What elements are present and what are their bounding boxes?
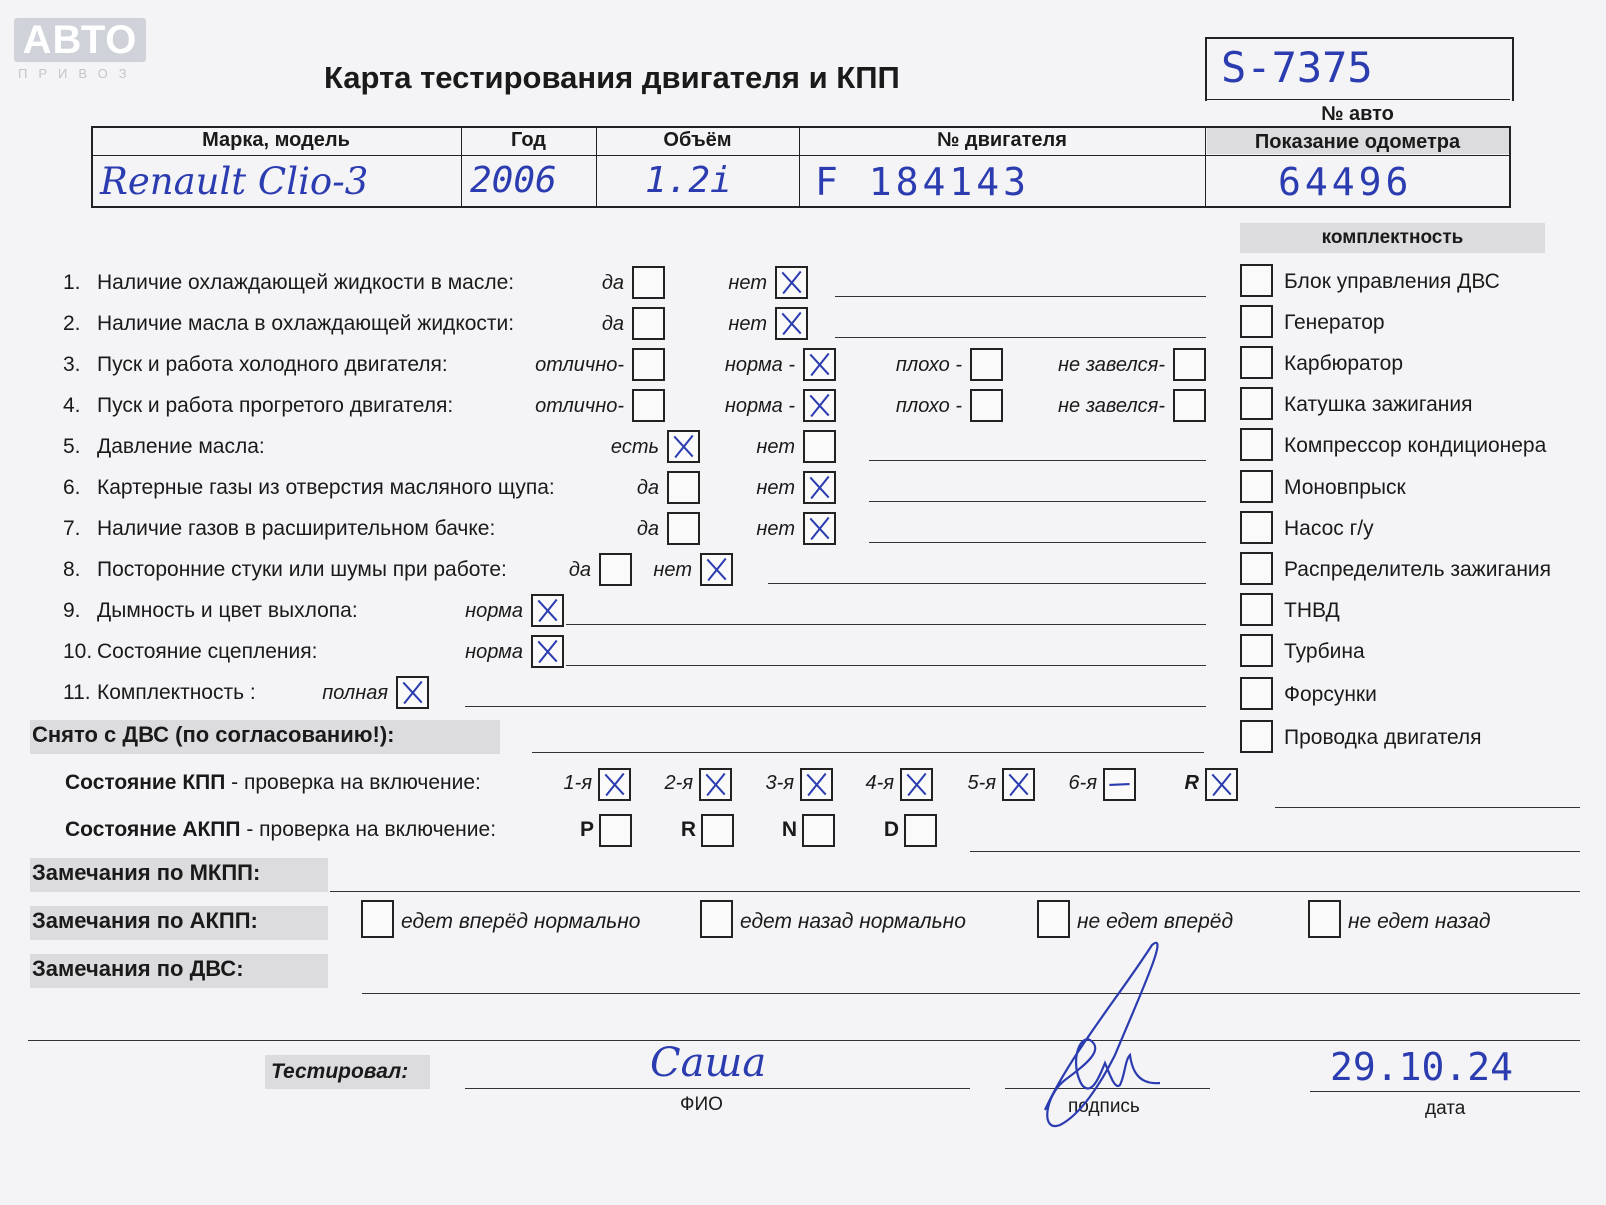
remarks-akpp-label: Замечания по АКПП: — [32, 908, 258, 933]
item-number: 11. — [63, 681, 91, 704]
akpp-remark-checkbox[interactable] — [1308, 900, 1341, 938]
komplekt-checkbox[interactable] — [1240, 720, 1273, 753]
item-number: 6. — [63, 476, 81, 499]
akpp-remark-label: едет назад нормально — [740, 910, 966, 933]
check-x-mark — [805, 350, 834, 379]
option-label: не завелся- — [1058, 395, 1165, 417]
komplekt-checkbox[interactable] — [1240, 593, 1273, 626]
komplekt-item-label: Моновпрыск — [1284, 476, 1406, 499]
item-checkbox[interactable] — [803, 430, 836, 463]
item-checkbox[interactable] — [531, 594, 564, 627]
gear-label: 5-я — [967, 772, 996, 794]
komplekt-item-label: Катушка зажигания — [1284, 393, 1473, 416]
akpp-mode-checkbox[interactable] — [802, 814, 835, 847]
gear-checkbox[interactable] — [699, 768, 732, 801]
fio-caption: ФИО — [680, 1094, 723, 1115]
avto-privoz-logo: АВТО — [14, 18, 146, 62]
komplekt-checkbox[interactable] — [1240, 552, 1273, 585]
item-label: Посторонние стуки или шумы при работе: — [97, 558, 507, 581]
item-checkbox[interactable] — [775, 307, 808, 340]
komplekt-checkbox[interactable] — [1240, 634, 1273, 667]
option-label: нет — [653, 559, 692, 581]
item-checkbox[interactable] — [803, 348, 836, 381]
value-brand-model: Renault Clio-3 — [100, 160, 369, 203]
option-label: есть — [610, 436, 659, 458]
item-number: 4. — [63, 394, 81, 417]
gear-checkbox[interactable] — [800, 768, 833, 801]
item-label: Комплектность : — [97, 681, 256, 704]
check-x-mark — [805, 514, 834, 543]
komplekt-item-label: Карбюратор — [1284, 352, 1404, 375]
gear-checkbox[interactable] — [1205, 768, 1238, 801]
komplekt-item-label: Форсунки — [1284, 683, 1377, 706]
item-number: 7. — [63, 517, 81, 540]
option-label: отлично- — [535, 354, 624, 376]
col-odometer: Показание одометра — [1254, 131, 1461, 153]
signature-scribble — [1030, 935, 1180, 1135]
komplekt-item-label: Распределитель зажигания — [1284, 558, 1552, 581]
komplekt-item-label: Проводка двигателя — [1284, 726, 1482, 749]
gear-label: 3-я — [765, 772, 794, 794]
remarks-mkpp-label: Замечания по МКПП: — [32, 860, 261, 885]
option-label: да — [601, 272, 624, 294]
option-label: нет — [728, 272, 767, 294]
check-x-mark — [1207, 770, 1236, 799]
check-x-mark — [702, 555, 731, 584]
option-label: плохо - — [895, 354, 962, 376]
check-x-mark — [802, 770, 831, 799]
car-number-label: № авто — [1321, 103, 1394, 125]
komplekt-checkbox[interactable] — [1240, 428, 1273, 461]
komplekt-item-label: Блок управления ДВС — [1284, 270, 1500, 293]
option-label: норма — [465, 600, 523, 622]
signature-caption: подпись — [1068, 1096, 1140, 1117]
option-label: нет — [728, 313, 767, 335]
check-x-mark — [600, 770, 629, 799]
tested-by-label: Тестировал: — [271, 1060, 409, 1083]
item-checkbox[interactable] — [970, 348, 1003, 381]
akpp-mode-checkbox[interactable] — [904, 814, 937, 847]
check-x-mark — [1004, 770, 1033, 799]
item-checkbox[interactable] — [667, 471, 700, 504]
akpp-mode-label: R — [680, 818, 696, 841]
document-title: Карта тестирования двигателя и КПП — [324, 60, 900, 95]
dash-mark — [1105, 770, 1134, 799]
check-x-mark — [669, 432, 698, 461]
komplekt-item-label: Генератор — [1284, 311, 1385, 334]
item-number: 10. — [63, 640, 93, 663]
option-label: да — [636, 518, 659, 540]
col-engine-number: № двигателя — [937, 129, 1067, 151]
akpp-remark-checkbox[interactable] — [700, 900, 733, 938]
option-label: да — [568, 559, 591, 581]
akpp-mode-checkbox[interactable] — [599, 814, 632, 847]
item-checkbox[interactable] — [396, 676, 429, 709]
komplekt-checkbox[interactable] — [1240, 677, 1273, 710]
option-label: нет — [756, 477, 795, 499]
komplekt-checkbox[interactable] — [1240, 470, 1273, 503]
item-checkbox[interactable] — [599, 553, 632, 586]
item-label: Давление масла: — [97, 435, 265, 458]
option-label: нет — [756, 436, 795, 458]
remarks-dvs-label: Замечания по ДВС: — [32, 956, 244, 981]
item-label: Наличие масла в охлаждающей жидкости: — [97, 312, 515, 335]
item-label: Наличие охлаждающей жидкости в масле: — [97, 271, 515, 294]
item-label: Наличие газов в расширительном бачке: — [97, 517, 496, 540]
komplekt-checkbox[interactable] — [1240, 264, 1273, 297]
akpp-remark-label: не едет вперёд — [1077, 910, 1234, 933]
komplekt-item-label: Насос г/у — [1284, 517, 1374, 540]
komplekt-item-label: ТНВД — [1284, 599, 1340, 622]
check-x-mark — [805, 473, 834, 502]
date-caption: дата — [1425, 1098, 1466, 1119]
car-number-box — [1205, 37, 1514, 101]
value-year: 2006 — [470, 160, 557, 201]
check-x-mark — [533, 596, 562, 625]
col-volume: Объём — [663, 129, 732, 151]
item-checkbox[interactable] — [803, 471, 836, 504]
value-engine-number: F 184143 — [815, 160, 1031, 204]
gear-label: 2-я — [664, 772, 693, 794]
removed-parts-label: Снято с ДВС (по согласованию!): — [32, 722, 395, 747]
akpp-mode-label: D — [883, 818, 899, 841]
komplekt-checkbox[interactable] — [1240, 387, 1273, 420]
gear-label: 4-я — [865, 772, 894, 794]
item-number: 2. — [63, 312, 81, 335]
item-checkbox[interactable] — [667, 512, 700, 545]
kpp-label: Состояние КПП - проверка на включение: — [65, 771, 481, 794]
value-volume: 1.2i — [645, 160, 732, 201]
item-number: 9. — [63, 599, 81, 622]
item-label: Картерные газы из отверстия масляного щупа: — [97, 476, 555, 499]
komplekt-item-label: Турбина — [1284, 640, 1365, 663]
option-label: отлично- — [535, 395, 624, 417]
akpp-label: Состояние АКПП - проверка на включение: — [65, 818, 497, 841]
item-number: 5. — [63, 435, 81, 458]
col-brand-model: Марка, модель — [202, 129, 350, 151]
item-checkbox[interactable] — [803, 512, 836, 545]
item-checkbox[interactable] — [632, 389, 665, 422]
komplekt-title: комплектность — [1240, 223, 1545, 253]
akpp-remark-label: не едет назад — [1348, 910, 1491, 933]
check-x-mark — [533, 637, 562, 666]
item-label: Пуск и работа прогретого двигателя: — [97, 394, 454, 417]
check-x-mark — [777, 309, 806, 338]
item-number: 8. — [63, 558, 81, 581]
item-label: Дымность и цвет выхлопа: — [97, 599, 358, 622]
value-odometer: 64496 — [1278, 160, 1413, 204]
option-label: полная — [322, 682, 388, 704]
item-label: Пуск и работа холодного двигателя: — [97, 353, 448, 376]
item-number: 3. — [63, 353, 81, 376]
option-label: норма — [465, 641, 523, 663]
gear-label: 1-я — [563, 772, 592, 794]
check-x-mark — [398, 678, 427, 707]
komplekt-item-label: Компрессор кондиционера — [1284, 434, 1547, 457]
col-year: Год — [511, 129, 546, 151]
option-label: да — [636, 477, 659, 499]
item-checkbox[interactable] — [632, 348, 665, 381]
item-number: 1. — [63, 271, 81, 294]
akpp-mode-checkbox[interactable] — [701, 814, 734, 847]
check-x-mark — [902, 770, 931, 799]
komplekt-checkbox[interactable] — [1240, 346, 1273, 379]
check-x-mark — [777, 268, 806, 297]
option-label: норма - — [724, 354, 795, 376]
date-handwritten: 29.10.24 — [1330, 1045, 1514, 1089]
item-checkbox[interactable] — [970, 389, 1003, 422]
item-checkbox[interactable] — [1173, 389, 1206, 422]
akpp-remark-label: едет вперёд нормально — [401, 910, 641, 933]
gear-checkbox[interactable] — [900, 768, 933, 801]
gear-checkbox[interactable] — [1103, 768, 1136, 801]
gear-label: R — [1184, 772, 1199, 794]
gear-label: 6-я — [1068, 772, 1097, 794]
option-label: да — [601, 313, 624, 335]
item-checkbox[interactable] — [632, 266, 665, 299]
item-checkbox[interactable] — [667, 430, 700, 463]
option-label: не завелся- — [1058, 354, 1165, 376]
car-number-handwritten: S-7375 — [1221, 43, 1373, 92]
item-checkbox[interactable] — [700, 553, 733, 586]
logo-subtitle: ПРИВОЗ — [18, 66, 138, 81]
item-checkbox[interactable] — [632, 307, 665, 340]
option-label: плохо - — [895, 395, 962, 417]
akpp-remark-checkbox[interactable] — [361, 900, 394, 938]
item-checkbox[interactable] — [775, 266, 808, 299]
gear-checkbox[interactable] — [598, 768, 631, 801]
akpp-remark-checkbox[interactable] — [1037, 900, 1070, 938]
akpp-mode-label: P — [579, 818, 594, 841]
item-checkbox[interactable] — [1173, 348, 1206, 381]
item-checkbox[interactable] — [803, 389, 836, 422]
akpp-mode-label: N — [781, 818, 797, 841]
item-label: Состояние сцепления: — [97, 640, 318, 663]
option-label: норма - — [724, 395, 795, 417]
option-label: нет — [756, 518, 795, 540]
komplekt-checkbox[interactable] — [1240, 511, 1273, 544]
check-x-mark — [805, 391, 834, 420]
gear-checkbox[interactable] — [1002, 768, 1035, 801]
check-x-mark — [701, 770, 730, 799]
tester-name-handwritten: Саша — [650, 1040, 767, 1086]
item-checkbox[interactable] — [531, 635, 564, 668]
komplekt-checkbox[interactable] — [1240, 305, 1273, 338]
